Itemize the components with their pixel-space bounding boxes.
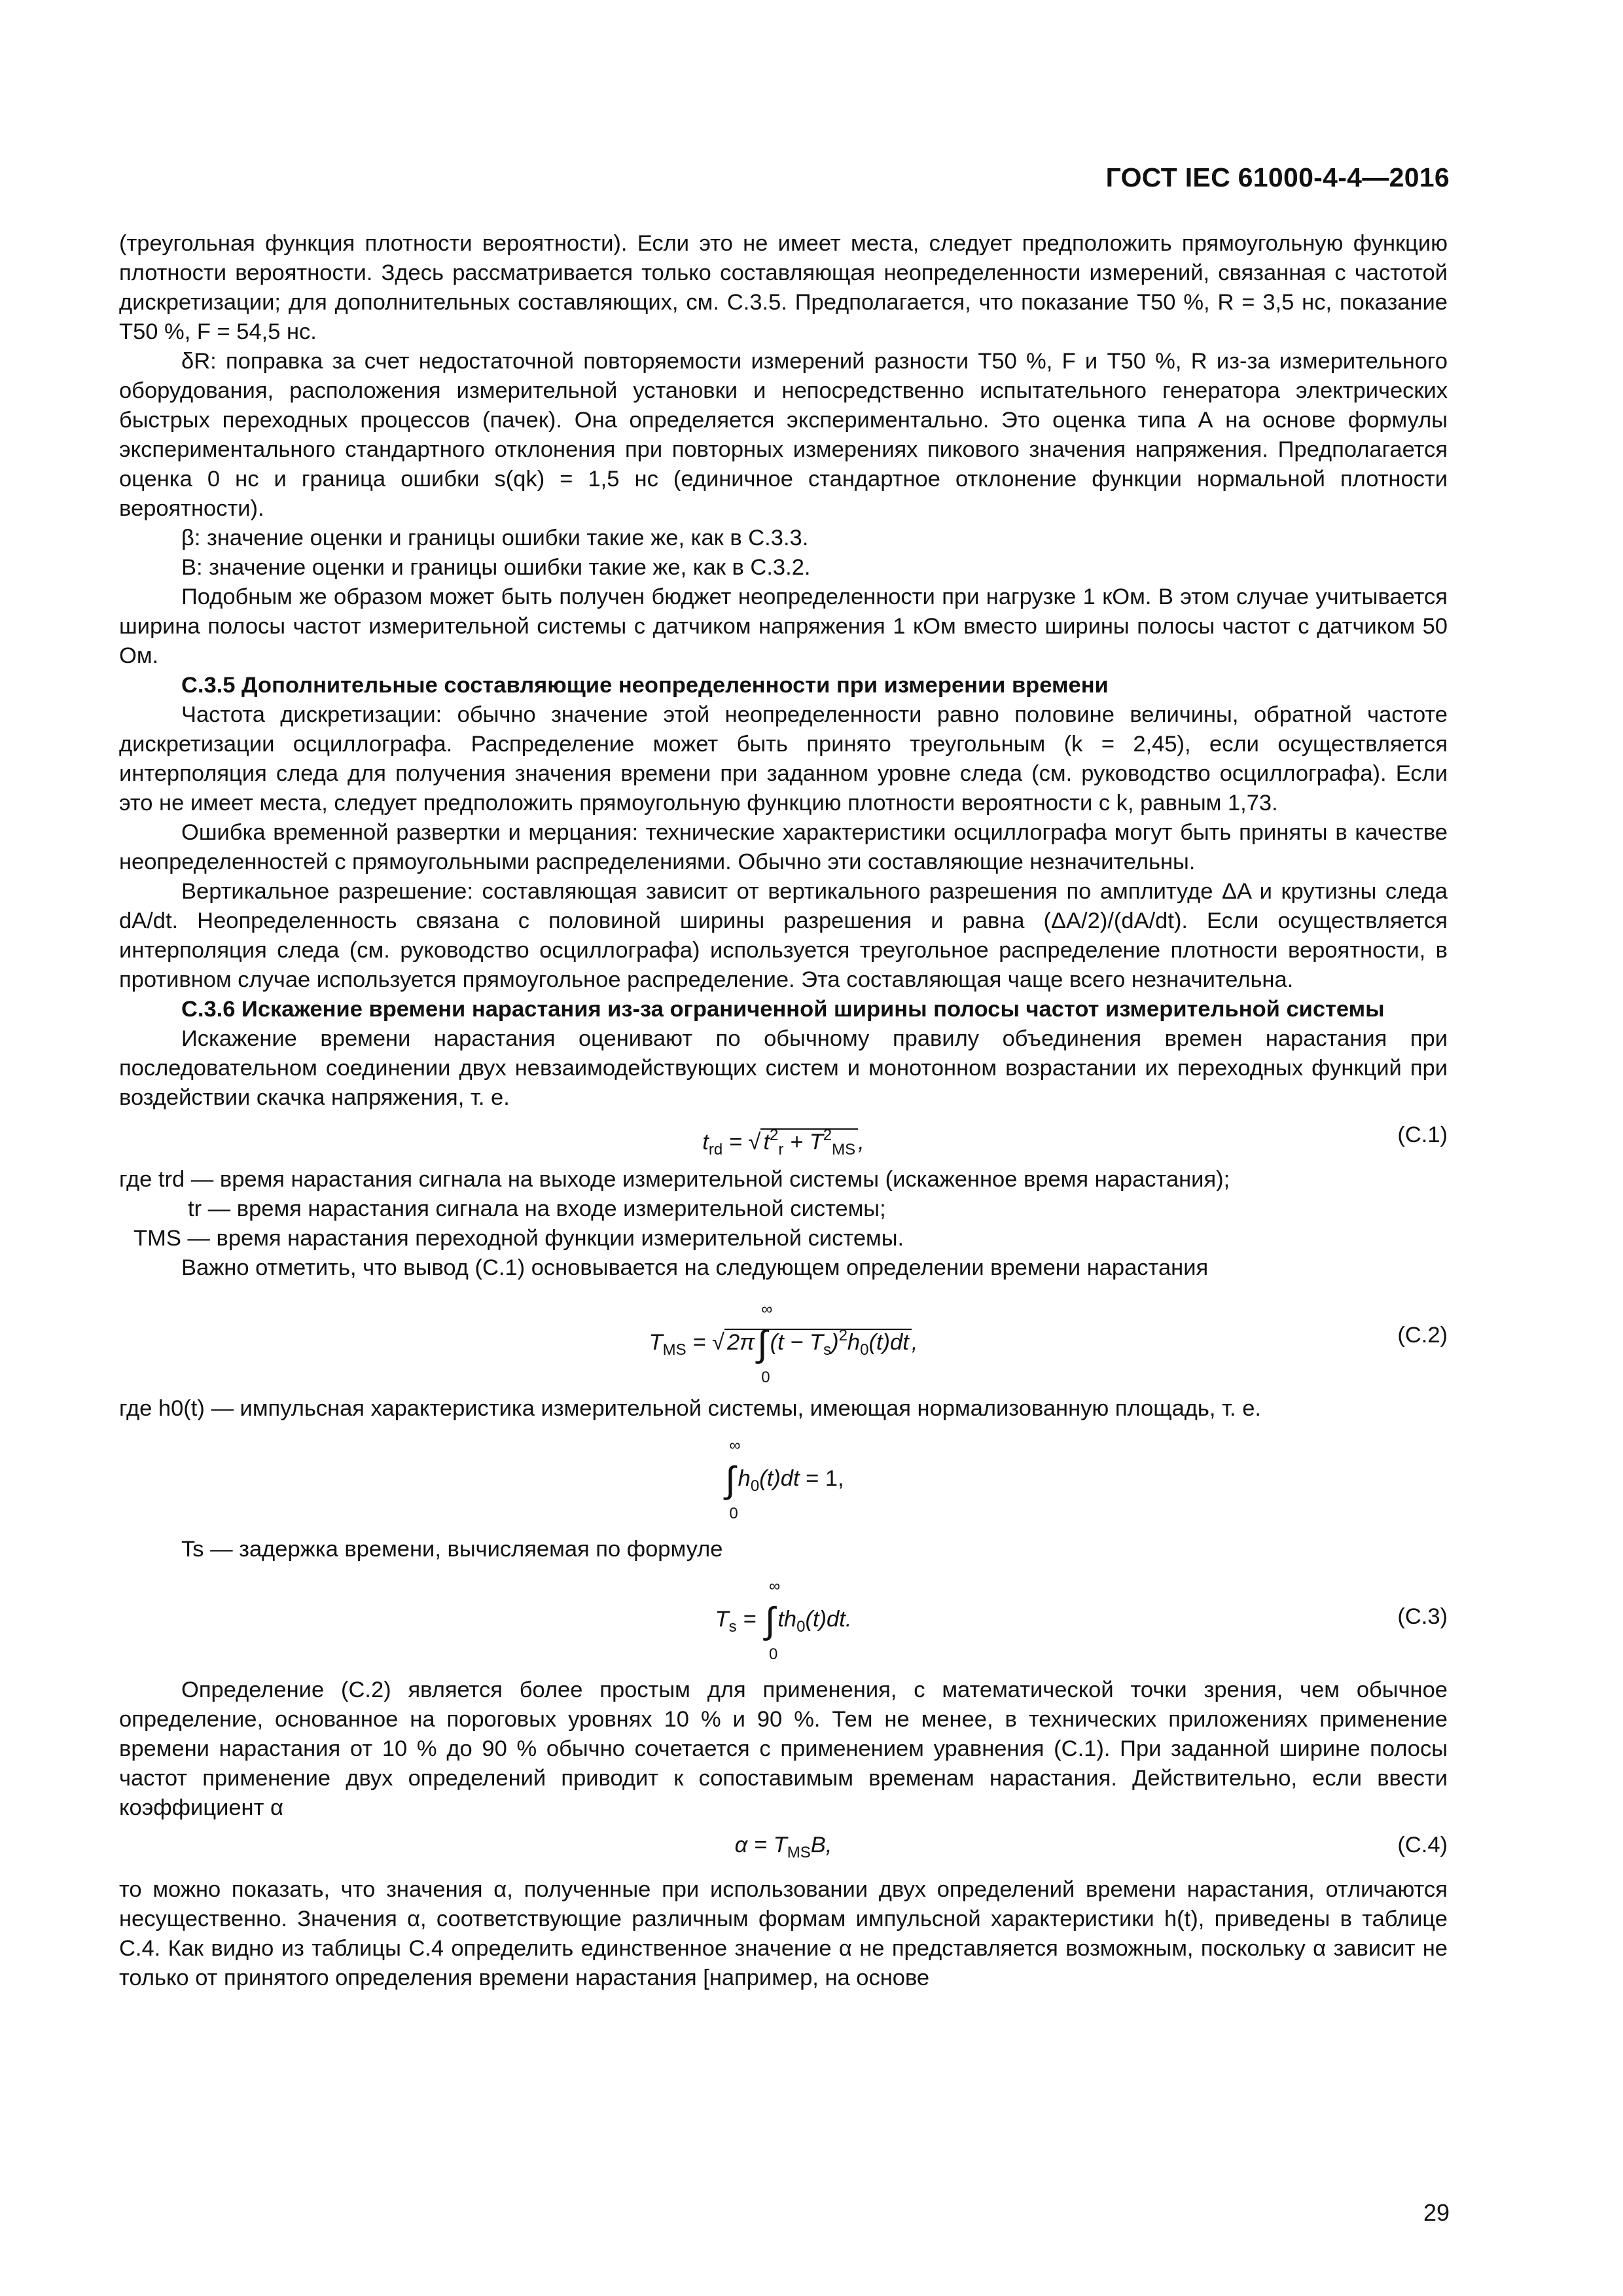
definition: TMS — время нарастания переходной функции измерительной системы. [134, 1226, 904, 1251]
paragraph: то можно показать, что значения α, полученные при использовании двух определений времени нарастания, отличаются несущественно. Значения α, соответствующие различным формам импульсной характеристики h(t), приведены в таблице С.4. Как видно из таблицы С.4 определить единственное значение α не представляется возможным, поскольку α зависит не только от принятого определения времени нарастания [например, на основе [119, 1877, 1448, 1990]
definition: tr — время нарастания сигнала на входе измерительной системы; [188, 1196, 886, 1221]
paragraph: δR: поправка за счет недостаточной повторяемости измерений разности T50 %, F и T50 %, R из-за измерительного оборудования, расположения измерительной установки и непосредственно испытательного генератора электрических быстрых переходных процессов (пачек). Она определяется экспериментально. Это оценка типа А на основе формулы экспериментального стандартного отклонения при повторных измерениях пикового значения напряжения. Предполагается оценка 0 нс и граница ошибки s(qk) = 1,5 нс (единичное стандартное отклонение функции нормальной плотности вероятности). [119, 349, 1448, 521]
equation-normalization [119, 1424, 1448, 1535]
paragraph: Ошибка временной развертки и мерцания: технические характеристики осциллографа могут быть приняты в качестве неопределенностей с прямоугольными распределениями. Обычно эти составляющие незначительны. [119, 820, 1448, 874]
paragraph: (треугольная функция плотности вероятности). Если это не имеет места, следует предположить прямоугольную функцию плотности вероятности. Здесь рассматривается только составляющая неопределенности измерений, связанная с частотой дискретизации; для дополнительных составляющих, см. С.3.5. Предполагается, что показание T50 %, R = 3,5 нс, показание T50 %, F = 54,5 нс. [119, 231, 1448, 344]
equation-c2 [119, 1283, 1448, 1394]
equation-number: (С.2) [1397, 1323, 1448, 1348]
equation-formula: $\alpha = T_{MS}B$, [734, 1833, 832, 1861]
equation-c3 [119, 1564, 1448, 1676]
paragraph: β: значение оценки и границы ошибки такие же, как в С.3.3. [181, 526, 809, 550]
equation-c1 [119, 1113, 1448, 1165]
equation-formula: $T_{MS}$ = √ 2π∫ ∞ 0 $(t - T_s)^2h_0(t)dt$ , [649, 1300, 918, 1386]
paragraph: Важно отметить, что вывод (С.1) основывается на следующем определении времени нарастания [181, 1255, 1209, 1280]
equation-number: (С.4) [1397, 1833, 1448, 1857]
equation-number: (С.1) [1397, 1122, 1448, 1147]
equation-formula: $t_{rd}$ = √ $t^2_r + T^2_{MS}$ , [702, 1126, 865, 1158]
paragraph: B: значение оценки и границы ошибки такие же, как в С.3.2. [181, 555, 811, 580]
equation-c4 [119, 1823, 1448, 1875]
standard-header: ГОСТ IEC 61000-4-4—2016 [1105, 162, 1450, 192]
equation-formula: $T_s$ = ∫ ∞ 0 $th_0(t)dt$. [715, 1577, 852, 1663]
section-heading: С.3.5 Дополнительные составляющие неопределенности при измерении времени [181, 673, 1109, 698]
paragraph: Вертикальное разрешение: составляющая зависит от вертикального разрешения по амплитуде ΔA и крутизны следа dA/dt. Неопределенность связана с половиной ширины разрешения и равна (ΔA/2)/(dA/dt). Если осуществляется интерполяция следа (см. руководство осциллографа) используется треугольное распределение плотности вероятности, в противном случае используется прямоугольное распределение. Эта составляющая чаще всего незначительна. [119, 879, 1448, 992]
paragraph: где h0(t) — импульсная характеристика измерительной системы, имеющая нормализованную площадь, т. е. [119, 1396, 1261, 1421]
paragraph: Ts — задержка времени, вычисляемая по формуле [181, 1537, 723, 1562]
paragraph: Подобным же образом может быть получен бюджет неопределенности при нагрузке 1 кОм. В этом случае учитывается ширина полосы частот измерительной системы с датчиком напряжения 1 кОм вместо ширины полосы частот с датчиком 50 Ом. [119, 584, 1448, 668]
equation-formula: ∫ ∞ 0 $h_0(t)dt = 1$, [725, 1437, 844, 1522]
section-heading: С.3.6 Искажение времени нарастания из-за ограниченной ширины полосы частот измерительной системы [181, 997, 1385, 1022]
page-number: 29 [1423, 2199, 1450, 2226]
paragraph: Частота дискретизации: обычно значение этой неопределенности равно половине величины, обратной частоте дискретизации осциллографа. Распределение может быть принято треугольным (k = 2,45), если осуществляется интерполяция следа для получения значения времени при заданном уровне следа (см. руководство осциллографа). Если это не имеет места, следует предположить прямоугольную функцию плотности вероятности с k, равным 1,73. [119, 702, 1448, 816]
equation-number: (С.3) [1397, 1604, 1448, 1629]
document-body [119, 229, 1448, 1993]
paragraph: Искажение времени нарастания оценивают по обычному правилу объединения времен нарастания при последовательном соединении двух невзаимодействующих систем и монотонном возрастании их переходных функций при воздействии скачка напряжения, т. е. [119, 1026, 1448, 1110]
paragraph: Определение (С.2) является более простым для применения, с математической точки зрения, чем обычное определение, основанное на пороговых уровнях 10 % и 90 %. Тем не менее, в технических приложениях применение времени нарастания от 10 % до 90 % обычно сочетается с применением уравнения (С.1). При заданной ширине полосы частот применение двух определений приводит к сопоставимым временам нарастания. Действительно, если ввести коэффициент α [119, 1677, 1448, 1820]
definition: где trd — время нарастания сигнала на выходе измерительной системы (искаженное время нарастания); [119, 1167, 1230, 1192]
